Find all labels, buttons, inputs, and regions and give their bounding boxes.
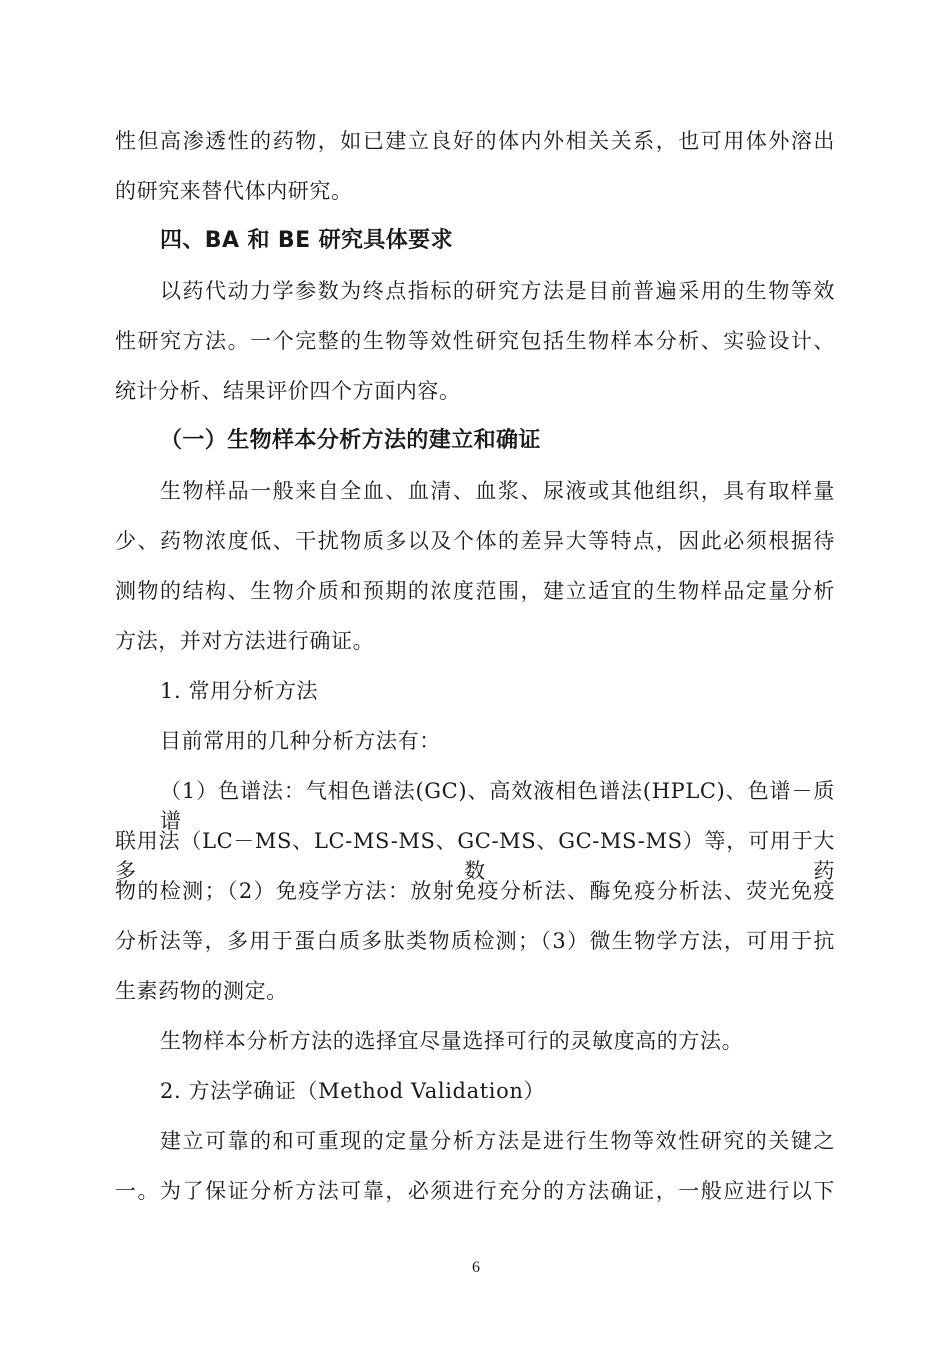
subsection-heading: （一）生物样本分析方法的建立和确证 xyxy=(160,428,541,453)
body-text-line: 统计分析、结果评价四个方面内容。 xyxy=(115,379,461,403)
body-text-line: 方法，并对方法进行确证。 xyxy=(115,629,375,653)
body-text-line: 性研究方法。一个完整的生物等效性研究包括生物样本分析、实验设计、 xyxy=(115,329,835,353)
list-heading: 2. 方法学确证（Method Validation） xyxy=(160,1079,546,1103)
body-text-line: 生物样品一般来自全血、血清、血浆、尿液或其他组织，具有取样量 xyxy=(160,479,835,503)
body-text-line: 物的检测；（2）免疫学方法：放射免疫分析法、酶免疫分析法、荧光免疫 xyxy=(115,879,835,903)
body-text-line: 以药代动力学参数为终点指标的研究方法是目前普遍采用的生物等效 xyxy=(160,279,835,303)
body-text-line: 联用法（LC－MS、LC-MS-MS、GC-MS、GC-MS-MS）等，可用于大多数药 xyxy=(115,829,835,883)
list-heading: 1. 常用分析方法 xyxy=(160,679,319,703)
body-text-line: 的研究来替代体内研究。 xyxy=(115,179,353,203)
body-text-line: 生物样本分析方法的选择宜尽量选择可行的灵敏度高的方法。 xyxy=(160,1029,744,1053)
body-text-line: 测物的结构、生物介质和预期的浓度范围，建立适宜的生物样品定量分析 xyxy=(115,579,835,603)
body-text-line: 性但高渗透性的药物，如已建立良好的体内外相关关系，也可用体外溶出 xyxy=(115,129,835,153)
body-text-line: 少、药物浓度低、干扰物质多以及个体的差异大等特点，因此必须根据待 xyxy=(115,529,835,553)
body-text-line: 目前常用的几种分析方法有： xyxy=(160,729,441,753)
body-text-line: 生素药物的测定。 xyxy=(115,979,288,1003)
body-text-line: 分析法等，多用于蛋白质多肽类物质检测；（3）微生物学方法，可用于抗 xyxy=(115,929,835,953)
body-text-line: 建立可靠的和可重现的定量分析方法是进行生物等效性研究的关键之 xyxy=(160,1129,835,1153)
body-text-line: 一。为了保证分析方法可靠，必须进行充分的方法确证，一般应进行以下 xyxy=(115,1179,835,1203)
body-text-line: （1）色谱法：气相色谱法(GC)、高效液相色谱法(HPLC)、色谱－质谱 xyxy=(160,779,835,833)
page-number: 6 xyxy=(472,1259,480,1276)
section-heading: 四、BA 和 BE 研究具体要求 xyxy=(160,228,453,253)
